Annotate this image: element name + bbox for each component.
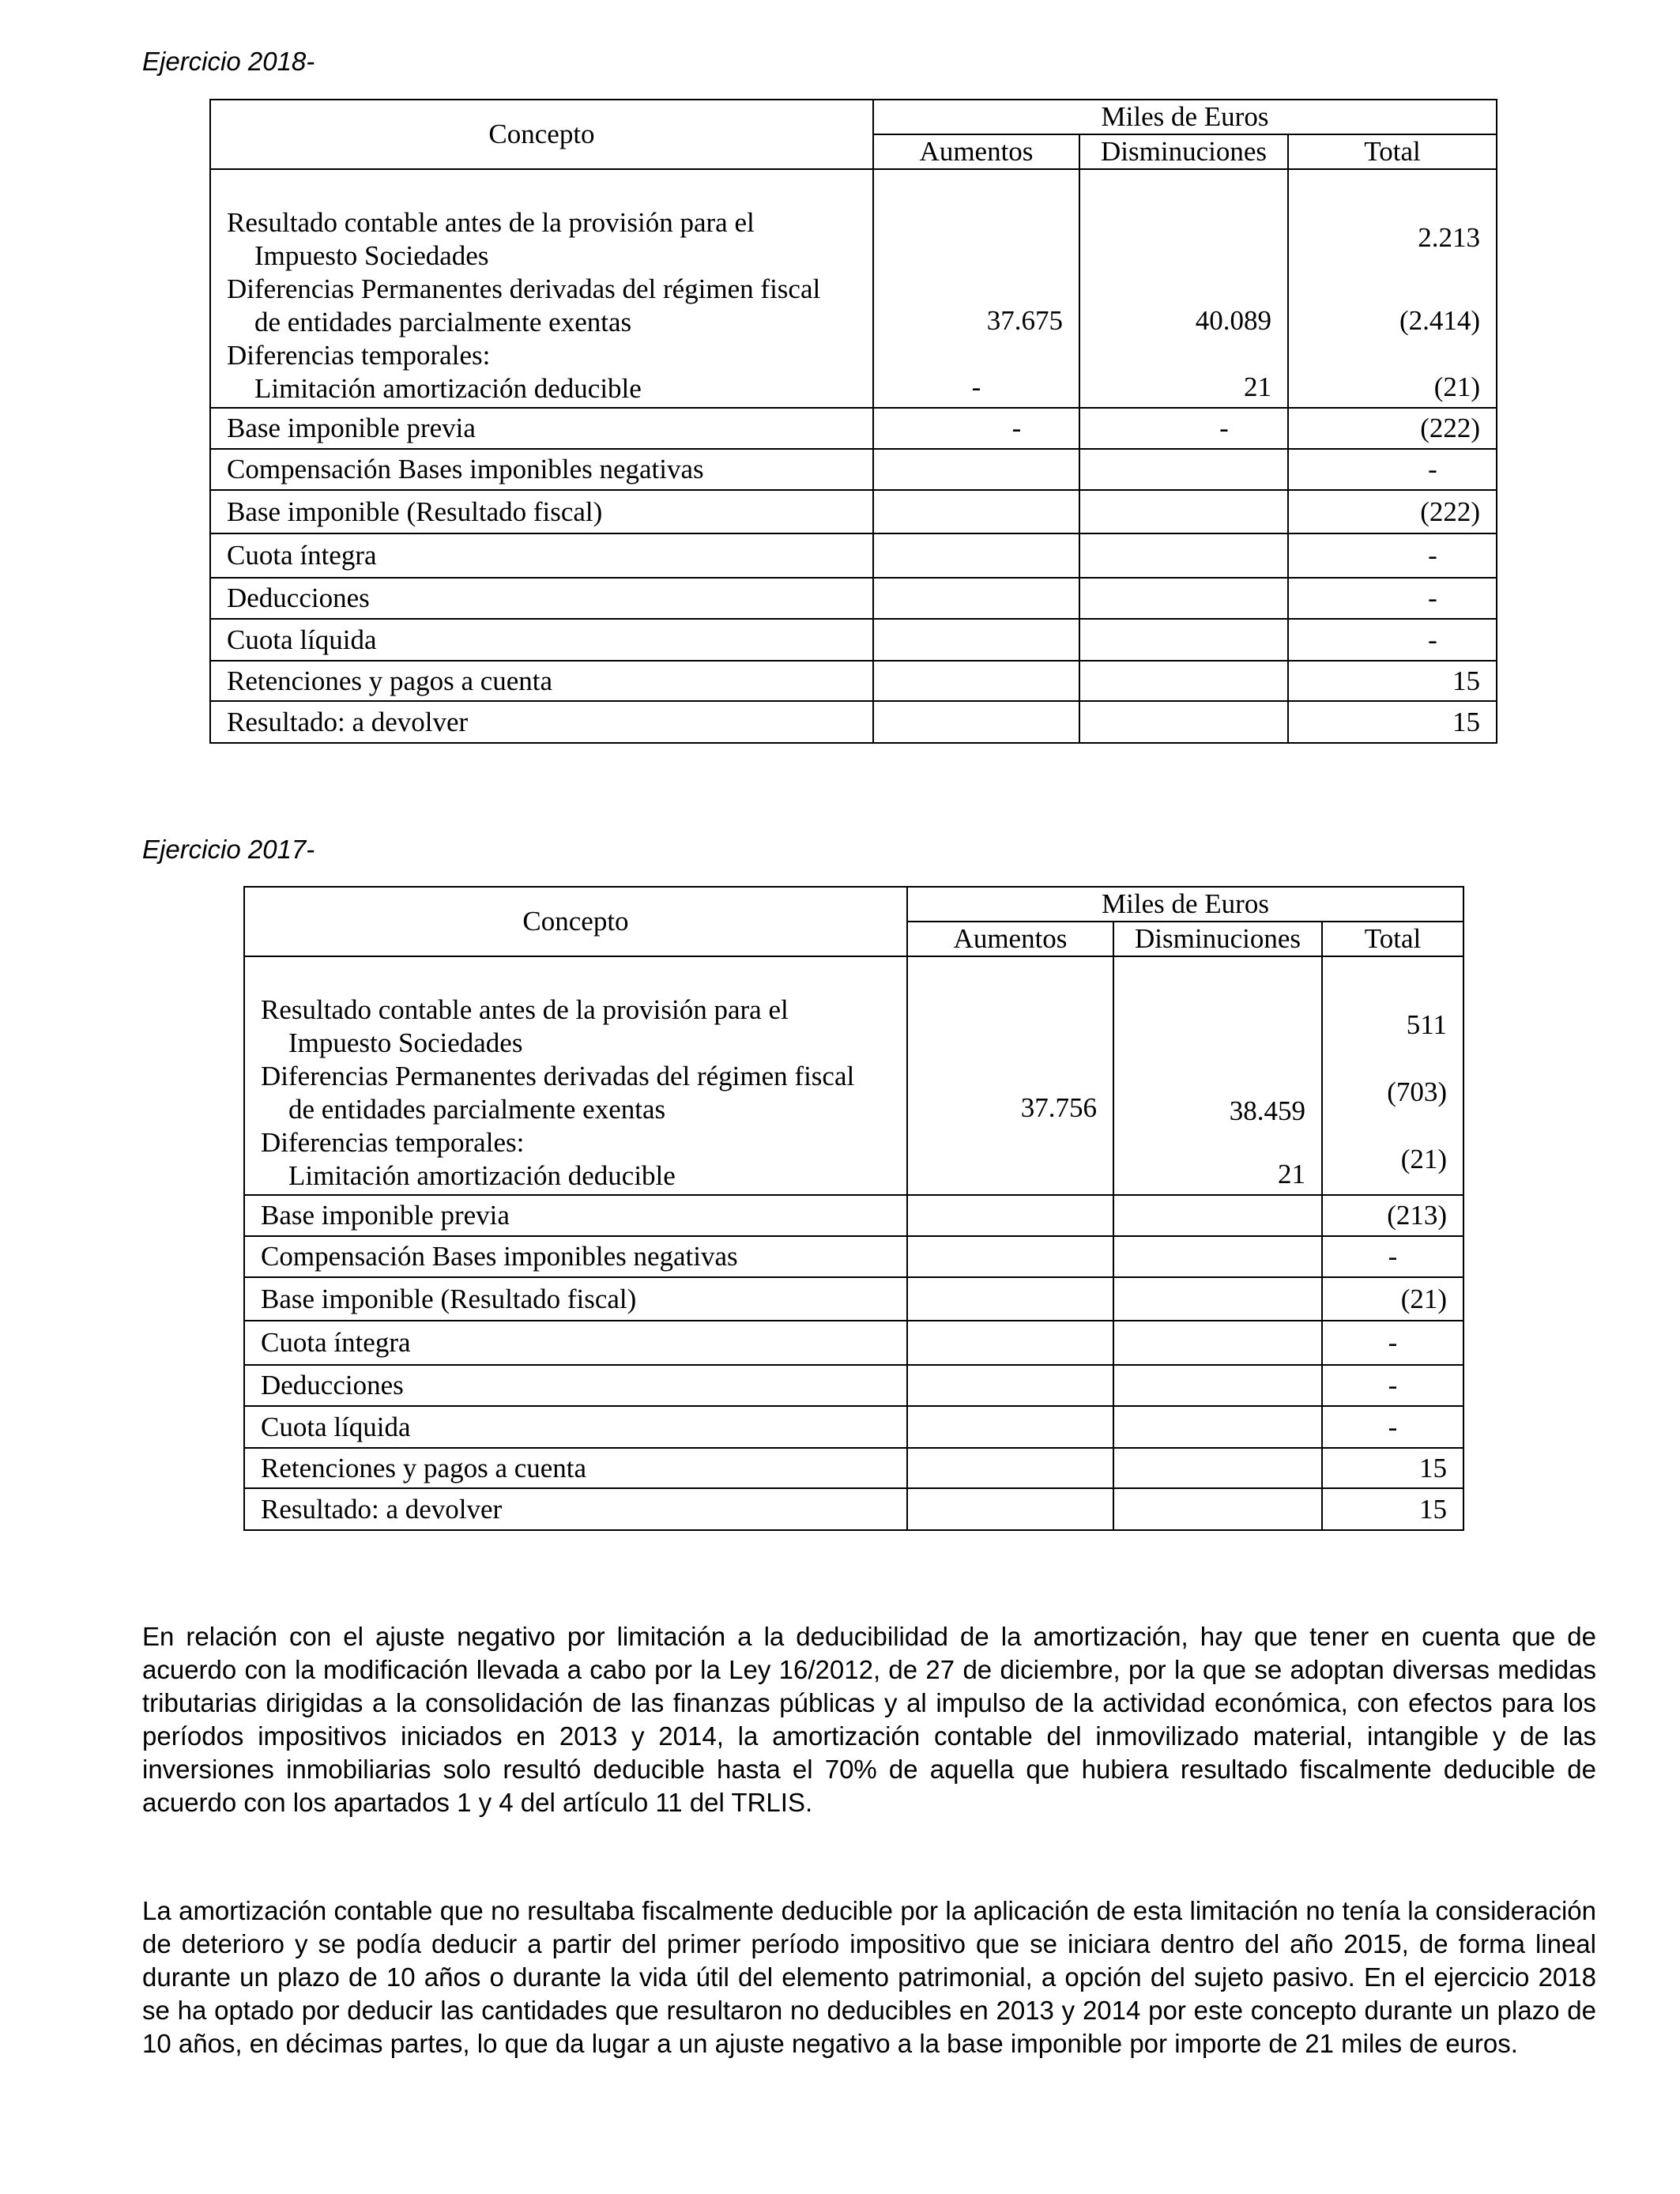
row-label: Deducciones bbox=[210, 578, 873, 619]
block-disminuciones-cell bbox=[1113, 956, 1322, 1195]
row-total: - bbox=[1322, 1321, 1463, 1365]
row-total: - bbox=[1322, 1365, 1463, 1406]
header-total: Total bbox=[1288, 134, 1497, 169]
row-aumentos bbox=[907, 1277, 1113, 1321]
row-disminuciones bbox=[1113, 1277, 1322, 1321]
block-value: 37.756 bbox=[1020, 1092, 1097, 1123]
row-disminuciones bbox=[1079, 661, 1288, 701]
row-aumentos bbox=[907, 1236, 1113, 1277]
block-value: 2.213 bbox=[1418, 222, 1480, 253]
row-total: - bbox=[1288, 578, 1497, 619]
block-line: Diferencias Permanentes derivadas del régimen fiscal bbox=[261, 1061, 855, 1091]
section-heading-2018: Ejercicio 2018- bbox=[142, 47, 315, 76]
block-value: 38.459 bbox=[1229, 1095, 1305, 1126]
block-value: - bbox=[971, 371, 981, 402]
block-total-cell bbox=[1322, 956, 1463, 1195]
row-total: - bbox=[1288, 449, 1497, 490]
row-aumentos bbox=[873, 701, 1079, 743]
row-label: Cuota íntegra bbox=[210, 533, 873, 578]
row-label: Resultado: a devolver bbox=[244, 1488, 907, 1530]
row-aumentos bbox=[873, 619, 1079, 661]
block-value: 37.675 bbox=[986, 305, 1063, 336]
row-disminuciones bbox=[1079, 701, 1288, 743]
block-line: Diferencias Permanentes derivadas del régimen fiscal bbox=[227, 273, 821, 304]
block-line: Limitación amortización deducible bbox=[288, 1160, 676, 1191]
row-label: Retenciones y pagos a cuenta bbox=[210, 661, 873, 701]
row-disminuciones bbox=[1113, 1488, 1322, 1530]
row-total: - bbox=[1322, 1236, 1463, 1277]
row-disminuciones bbox=[1079, 578, 1288, 619]
block-line: Impuesto Sociedades bbox=[254, 240, 489, 271]
row-disminuciones: - bbox=[1079, 408, 1288, 449]
table-row bbox=[244, 1406, 1463, 1448]
block-value: 21 bbox=[1278, 1159, 1305, 1189]
block-value: (21) bbox=[1433, 371, 1480, 402]
table-row bbox=[210, 701, 1497, 743]
row-disminuciones bbox=[1113, 1321, 1322, 1365]
block-disminuciones-cell bbox=[1079, 169, 1288, 408]
block-line: Diferencias temporales: bbox=[261, 1127, 525, 1158]
block-concept-cell bbox=[210, 169, 873, 408]
block-value: 511 bbox=[1406, 1009, 1447, 1040]
table-row bbox=[210, 449, 1497, 490]
body-paragraph: La amortización contable que no resultaba fiscalmente deducible por la aplicación de esta limitación no tenía la consideración de deterioro y se podía deducir a partir del primer período impositivo que se iniciara dentro del año 2015, de forma lineal durante un plazo de 10 años o durante la vida útil del elemento patrimonial, a opción del sujeto pasivo. En el ejercicio 2018 se ha optado por deducir las cantidades que resultaron no deducibles en 2013 y 2014 por este concepto durante un plazo de 10 años, en décimas partes, lo que da lugar a un ajuste negativo a la base imponible por importe de 21 miles de euros. bbox=[142, 1896, 1596, 2058]
header-concepto: Concepto bbox=[244, 887, 907, 956]
row-total: - bbox=[1322, 1406, 1463, 1448]
row-aumentos: - bbox=[873, 408, 1079, 449]
table-row bbox=[244, 1277, 1463, 1321]
block-line: Diferencias temporales: bbox=[227, 340, 491, 371]
block-line: Impuesto Sociedades bbox=[288, 1027, 523, 1058]
row-aumentos bbox=[873, 533, 1079, 578]
row-aumentos bbox=[907, 1488, 1113, 1530]
row-aumentos bbox=[907, 1406, 1113, 1448]
row-disminuciones bbox=[1113, 1195, 1322, 1236]
row-label: Retenciones y pagos a cuenta bbox=[244, 1448, 907, 1488]
row-label: Resultado: a devolver bbox=[210, 701, 873, 743]
tax-table-2018 bbox=[209, 99, 1497, 744]
row-total: 15 bbox=[1322, 1448, 1463, 1488]
block-line: Limitación amortización deducible bbox=[254, 373, 642, 404]
block-line: de entidades parcialmente exentas bbox=[288, 1094, 666, 1125]
row-total: 15 bbox=[1288, 701, 1497, 743]
row-total: (21) bbox=[1322, 1277, 1463, 1321]
row-label: Base imponible previa bbox=[210, 408, 873, 449]
row-aumentos bbox=[907, 1195, 1113, 1236]
table-row bbox=[210, 661, 1497, 701]
table-row bbox=[244, 1236, 1463, 1277]
table-row bbox=[210, 578, 1497, 619]
row-aumentos bbox=[873, 490, 1079, 533]
header-miles-de-euros: Miles de Euros bbox=[907, 887, 1463, 922]
block-line: Resultado contable antes de la provisión para el bbox=[261, 994, 789, 1025]
row-disminuciones bbox=[1113, 1236, 1322, 1277]
row-total: (213) bbox=[1322, 1195, 1463, 1236]
row-total: (222) bbox=[1288, 490, 1497, 533]
row-aumentos bbox=[907, 1448, 1113, 1488]
block-concept-cell bbox=[244, 956, 907, 1195]
body-paragraph: En relación con el ajuste negativo por limitación a la deducibilidad de la amortización, hay que tener en cuenta que de acuerdo con la modificación llevada a cabo por la Ley 16/2012, de 27 de diciembre, por la que se adoptan diversas medidas tributarias dirigidas a la consolidación de las finanzas públicas y al impulso de la actividad económica, con efectos para los períodos impositivos iniciados en 2013 y 2014, la amortización contable del inmovilizado material, intangible y de las inversiones inmobiliarias solo resultó deducible hasta el 70% de aquella que hubiera resultado fiscalmente deducible de acuerdo con los apartados 1 y 4 del artículo 11 del TRLIS. bbox=[142, 1622, 1596, 1817]
row-disminuciones bbox=[1113, 1406, 1322, 1448]
row-label: Compensación Bases imponibles negativas bbox=[210, 449, 873, 490]
block-value: 40.089 bbox=[1195, 305, 1271, 336]
block-value: (703) bbox=[1387, 1076, 1447, 1107]
header-miles-de-euros: Miles de Euros bbox=[873, 100, 1497, 134]
block-total-cell bbox=[1288, 169, 1497, 408]
table-row bbox=[244, 1448, 1463, 1488]
row-aumentos bbox=[873, 661, 1079, 701]
block-value: (21) bbox=[1400, 1144, 1447, 1174]
row-total: - bbox=[1288, 619, 1497, 661]
row-total: (222) bbox=[1288, 408, 1497, 449]
block-aumentos-cell bbox=[873, 169, 1079, 408]
table-row bbox=[210, 619, 1497, 661]
header-aumentos: Aumentos bbox=[907, 922, 1113, 956]
section-heading-2017: Ejercicio 2017- bbox=[142, 835, 315, 864]
row-label: Cuota líquida bbox=[244, 1406, 907, 1448]
row-label: Compensación Bases imponibles negativas bbox=[244, 1236, 907, 1277]
table-row bbox=[244, 1365, 1463, 1406]
header-disminuciones: Disminuciones bbox=[1079, 134, 1288, 169]
row-aumentos bbox=[907, 1365, 1113, 1406]
row-disminuciones bbox=[1079, 533, 1288, 578]
row-total: 15 bbox=[1288, 661, 1497, 701]
block-value: 21 bbox=[1244, 371, 1271, 402]
row-label: Cuota íntegra bbox=[244, 1321, 907, 1365]
row-total: 15 bbox=[1322, 1488, 1463, 1530]
row-disminuciones bbox=[1079, 449, 1288, 490]
row-label: Base imponible previa bbox=[244, 1195, 907, 1236]
tax-table-2017 bbox=[243, 886, 1464, 1531]
row-disminuciones bbox=[1079, 619, 1288, 661]
table-row-block bbox=[210, 169, 1497, 408]
table-row-block bbox=[244, 956, 1463, 1195]
header-aumentos: Aumentos bbox=[873, 134, 1079, 169]
row-aumentos bbox=[873, 449, 1079, 490]
row-label: Base imponible (Resultado fiscal) bbox=[210, 490, 873, 533]
table-row bbox=[244, 1321, 1463, 1365]
block-aumentos-cell bbox=[907, 956, 1113, 1195]
block-line: Resultado contable antes de la provisión para el bbox=[227, 207, 755, 238]
table-row bbox=[244, 1195, 1463, 1236]
row-aumentos bbox=[873, 578, 1079, 619]
row-disminuciones bbox=[1113, 1365, 1322, 1406]
row-total: - bbox=[1288, 533, 1497, 578]
block-value: (2.414) bbox=[1399, 305, 1480, 336]
row-disminuciones bbox=[1113, 1448, 1322, 1488]
header-disminuciones: Disminuciones bbox=[1113, 922, 1322, 956]
header-total: Total bbox=[1322, 922, 1463, 956]
table-row bbox=[210, 490, 1497, 533]
table-row bbox=[210, 408, 1497, 449]
header-concepto: Concepto bbox=[210, 100, 873, 169]
row-label: Deducciones bbox=[244, 1365, 907, 1406]
row-disminuciones bbox=[1079, 490, 1288, 533]
table-row bbox=[210, 533, 1497, 578]
row-aumentos bbox=[907, 1321, 1113, 1365]
block-line: de entidades parcialmente exentas bbox=[254, 307, 632, 337]
row-label: Cuota líquida bbox=[210, 619, 873, 661]
table-row bbox=[244, 1488, 1463, 1530]
row-label: Base imponible (Resultado fiscal) bbox=[244, 1277, 907, 1321]
